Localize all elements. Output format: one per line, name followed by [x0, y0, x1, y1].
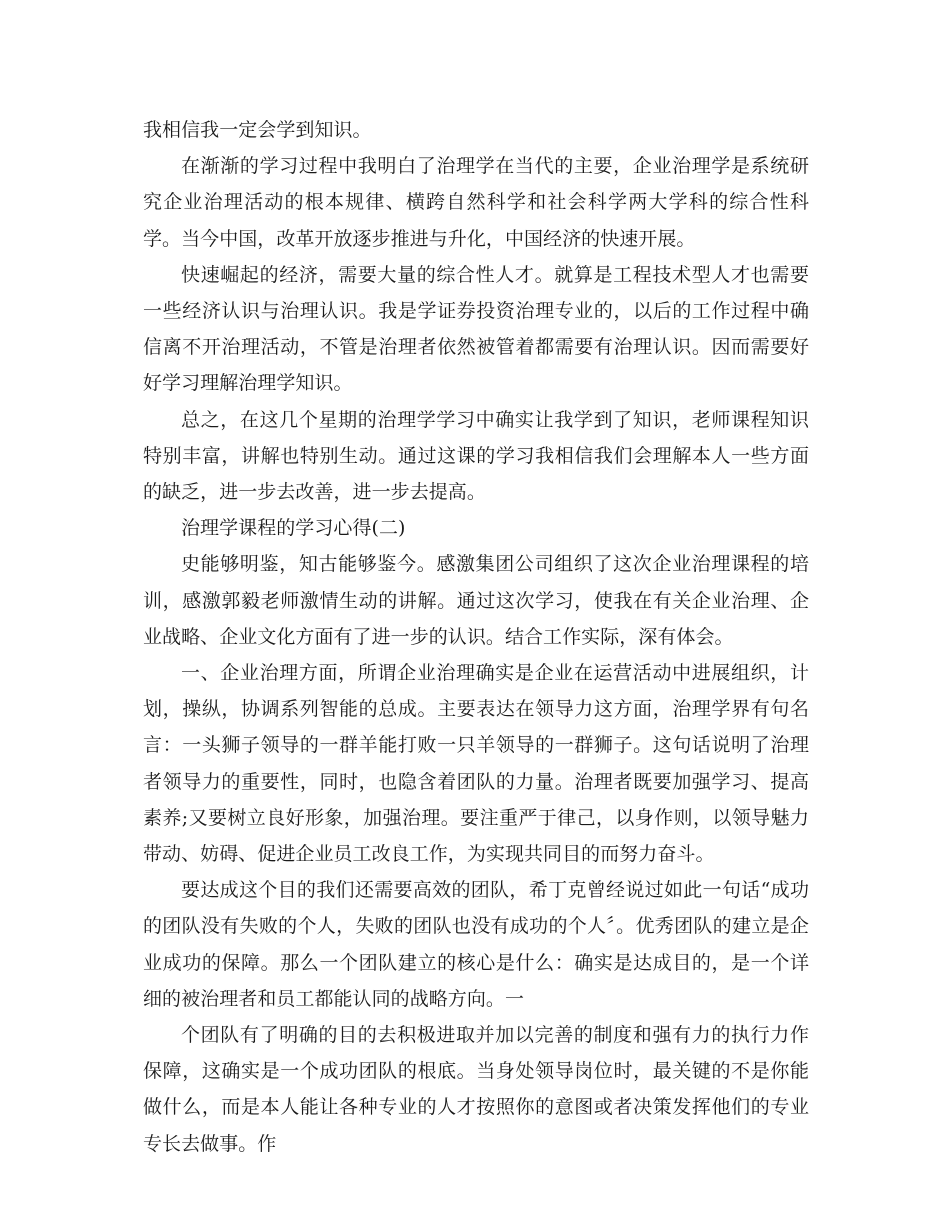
paragraph-5: 史能够明鉴，知古能够鉴今。感激集团公司组织了这次企业治理课程的培训，感激郭毅老师激情生动的讲解。通过这次学习，使我在有关企业治理、企业战略、企业文化方面有了进一步的认识。结合工作实际，深有体会。 — [143, 553, 809, 648]
paragraph-2: 在渐渐的学习过程中我明白了治理学在当代的主要，企业治理学是系统研究企业治理活动的根本规律、横跨自然科学和社会科学两大学科的综合性科学。当今中国，改革开放逐步推进与升化，中国经济的快速开展。 — [143, 155, 809, 250]
paragraph-4: 总之，在这几个星期的治理学学习中确实让我学到了知识，老师课程知识特别丰富，讲解也特别生动。通过这课的学习我相信我们会理解本人一些方面的缺乏，进一步去改善，进一步去提高。 — [143, 408, 809, 504]
paragraph-3: 快速崛起的经济，需要大量的综合性人才。就算是工程技术型人才也需要一些经济认识与治理认识。我是学证券投资治理专业的，以后的工作过程中确信离不开治理活动，不管是治理者依然被管着都需要有治理认识。因而需要好好学习理解治理学知识。 — [143, 263, 809, 395]
document-body — [143, 112, 809, 1162]
paragraph-1: 我相信我一定会学到知识。 — [143, 119, 372, 141]
paragraph-6: 一、企业治理方面，所谓企业治理确实是企业在运营活动中进展组织，计划，操纵，协调系列智能的总成。主要表达在领导力这方面，治理学界有句名言：一头狮子领导的一群羊能打败一只羊领导的一群狮子。这句话说明了治理者领导力的重要性，同时，也隐含着团队的力量。治理者既要加强学习、提高素养;又要树立良好形象，加强治理。要注重严于律己，以身作则，以领导魅力带动、妨碍、促进企业员工改良工作，为实现共同目的而努力奋斗。 — [143, 662, 809, 866]
section-heading: 治理学课程的学习心得(二) — [181, 517, 406, 540]
paragraph-7: 要达成这个目的我们还需要高效的团队，希丁克曾经说过如此一句话“成功的团队没有失败的个人，失败的团队也没有成功的个人〞。优秀团队的建立是企业成功的保障。那么一个团队建立的核心是什么：确实是达成目的，是一个详细的被治理者和员工都能认同的战略方向。一 — [143, 879, 809, 1010]
paragraph-8: 个团队有了明确的目的去积极进取并加以完善的制度和强有力的执行力作保障，这确实是一个成功团队的根底。当身处领导岗位时，最关键的不是你能做什么，而是本人能让各种专业的人才按照你的意图或者决策发挥他们的专业专长去做事。作 — [143, 1024, 809, 1155]
